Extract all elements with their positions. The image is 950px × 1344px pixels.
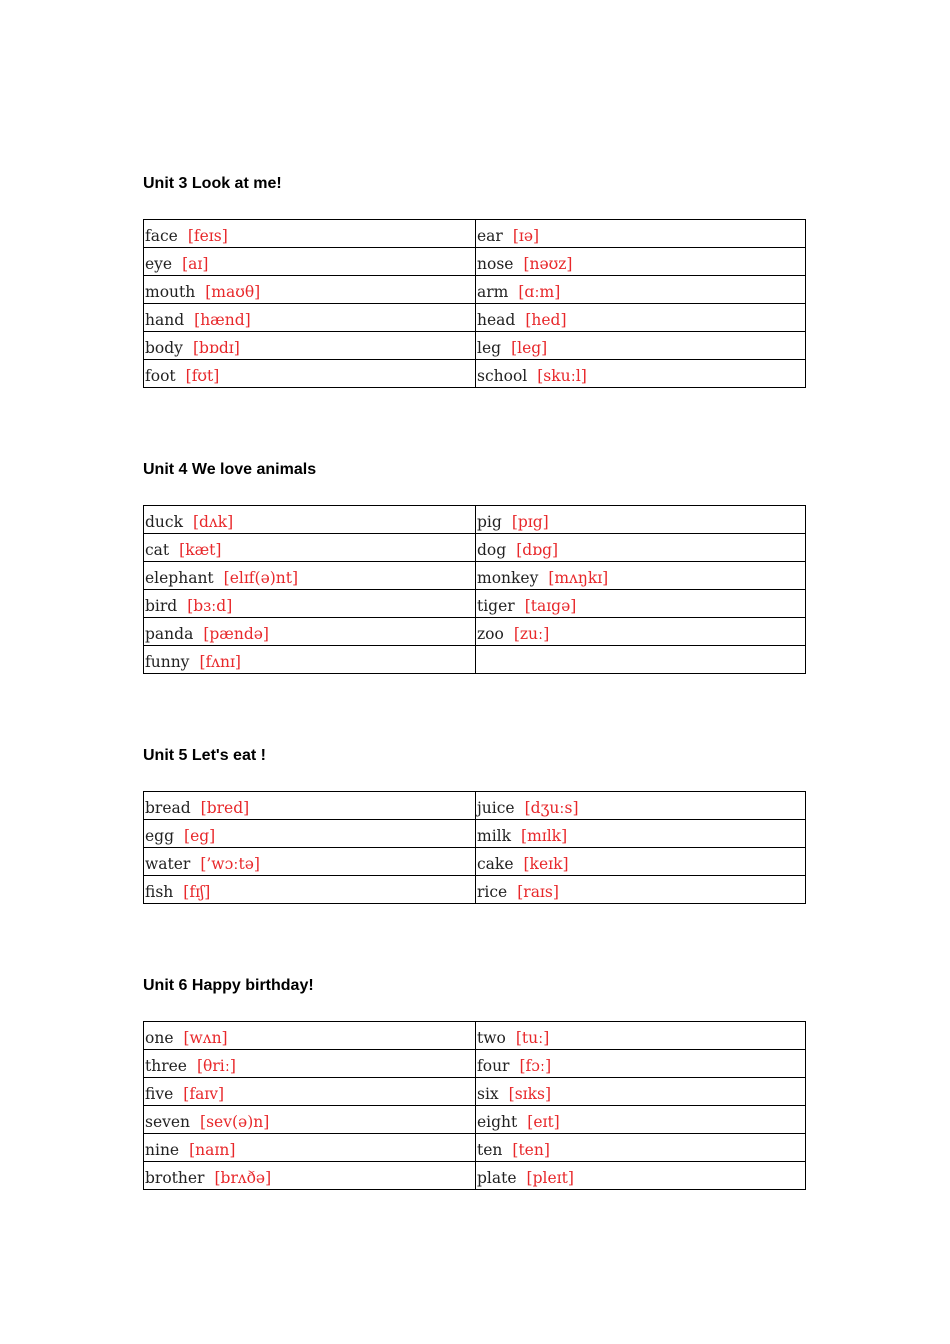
table-row — [144, 506, 806, 534]
vocab-word: eight — [477, 1113, 518, 1131]
vocab-cell — [476, 248, 806, 276]
vocab-word: leg — [477, 339, 502, 357]
vocab-table — [143, 219, 806, 388]
vocab-word: six — [477, 1085, 499, 1103]
vocab-cell — [476, 1022, 806, 1050]
vocab-cell — [144, 1162, 476, 1190]
vocab-word: panda — [145, 625, 194, 643]
vocab-word: juice — [477, 799, 515, 817]
vocab-word: fish — [145, 883, 174, 901]
vocab-cell — [476, 534, 806, 562]
table-row — [144, 1078, 806, 1106]
vocab-phonetic: [ɑːm] — [518, 283, 561, 301]
vocab-cell — [476, 590, 806, 618]
table-row — [144, 304, 806, 332]
table-row — [144, 276, 806, 304]
unit-3-section — [143, 173, 805, 388]
vocab-word: seven — [145, 1113, 191, 1131]
unit-title: Unit 3 Look at me! — [143, 175, 282, 192]
vocab-word: one — [145, 1029, 174, 1047]
vocab-phonetic: [sev(ə)n] — [200, 1113, 270, 1131]
vocab-cell — [144, 332, 476, 360]
vocab-phonetic: [fɔː] — [519, 1057, 552, 1075]
unit-4-section — [143, 459, 805, 674]
vocab-cell — [476, 220, 806, 248]
vocab-cell — [144, 876, 476, 904]
vocab-cell — [476, 876, 806, 904]
vocab-word: eye — [145, 255, 173, 273]
vocab-cell — [476, 1050, 806, 1078]
vocab-phonetic: [fʊt] — [185, 367, 220, 385]
vocab-phonetic: [zuː] — [513, 625, 550, 643]
vocab-word: monkey — [477, 569, 539, 587]
table-row — [144, 1134, 806, 1162]
vocab-phonetic: [pændə] — [203, 625, 269, 643]
vocab-phonetic: [ɪə] — [512, 227, 540, 245]
vocab-word: five — [145, 1085, 174, 1103]
vocab-table — [143, 1021, 806, 1190]
vocab-word: head — [477, 311, 516, 329]
vocab-cell — [144, 1106, 476, 1134]
vocab-phonetic: [kæt] — [179, 541, 222, 559]
vocab-word: nose — [477, 255, 514, 273]
vocab-word: mouth — [145, 283, 196, 301]
vocab-cell — [144, 562, 476, 590]
vocab-cell — [144, 618, 476, 646]
vocab-word: plate — [477, 1169, 517, 1187]
vocab-word: hand — [145, 311, 185, 329]
table-row — [144, 360, 806, 388]
vocab-word: two — [477, 1029, 506, 1047]
vocab-word: foot — [145, 367, 176, 385]
vocab-word: bread — [145, 799, 191, 817]
table-row — [144, 646, 806, 674]
vocab-word: brother — [145, 1169, 205, 1187]
vocab-cell — [476, 1134, 806, 1162]
vocab-phonetic: [hænd] — [194, 311, 251, 329]
vocab-phonetic: [keɪk] — [523, 855, 569, 873]
table-row — [144, 618, 806, 646]
vocab-phonetic: [bɒdɪ] — [192, 339, 240, 357]
vocab-phonetic: [dʌk] — [192, 513, 234, 531]
vocab-word: four — [477, 1057, 510, 1075]
vocab-word: zoo — [477, 625, 504, 643]
vocab-phonetic: [θriː] — [196, 1057, 236, 1075]
vocab-word: cat — [145, 541, 170, 559]
vocab-phonetic: [elɪf(ə)nt] — [223, 569, 299, 587]
vocab-word: pig — [477, 513, 502, 531]
vocab-word: ten — [477, 1141, 503, 1159]
table-row — [144, 248, 806, 276]
vocab-word: ear — [477, 227, 503, 245]
vocab-cell — [476, 332, 806, 360]
vocab-cell — [476, 360, 806, 388]
vocab-cell — [144, 1022, 476, 1050]
vocab-phonetic: [brʌðə] — [214, 1169, 272, 1187]
vocab-word: nine — [145, 1141, 180, 1159]
vocab-word: face — [145, 227, 178, 245]
table-row — [144, 1022, 806, 1050]
table-row — [144, 562, 806, 590]
vocab-phonetic: [feɪs] — [187, 227, 228, 245]
vocab-cell — [144, 506, 476, 534]
table-row — [144, 820, 806, 848]
table-row — [144, 590, 806, 618]
vocab-cell — [144, 1134, 476, 1162]
vocab-word: water — [145, 855, 191, 873]
vocab-cell — [476, 304, 806, 332]
vocab-cell — [476, 792, 806, 820]
vocab-table — [143, 791, 806, 904]
vocab-phonetic: [skuːl] — [537, 367, 587, 385]
vocab-phonetic: [aɪ] — [182, 255, 209, 273]
vocab-cell — [476, 820, 806, 848]
vocab-cell — [144, 590, 476, 618]
vocab-cell — [476, 562, 806, 590]
vocab-word: duck — [145, 513, 183, 531]
vocab-phonetic: [hed] — [525, 311, 567, 329]
vocab-phonetic: [wʌn] — [183, 1029, 228, 1047]
vocab-cell — [144, 360, 476, 388]
vocab-phonetic: [dɒg] — [516, 541, 559, 559]
vocab-cell — [144, 276, 476, 304]
table-row — [144, 220, 806, 248]
table-row — [144, 792, 806, 820]
vocab-table — [143, 505, 806, 674]
vocab-phonetic: [nəʊz] — [523, 255, 573, 273]
vocab-phonetic: [sɪks] — [508, 1085, 552, 1103]
unit-6-section — [143, 975, 805, 1190]
unit-title: Unit 6 Happy birthday! — [143, 977, 314, 994]
vocab-cell — [476, 506, 806, 534]
vocab-word: milk — [477, 827, 512, 845]
vocab-cell — [144, 248, 476, 276]
vocab-phonetic: [mʌŋkɪ] — [548, 569, 609, 587]
unit-title: Unit 4 We love animals — [143, 461, 317, 478]
vocab-word: arm — [477, 283, 509, 301]
vocab-phonetic: [mɪlk] — [521, 827, 568, 845]
vocab-phonetic: [leg] — [511, 339, 548, 357]
vocab-phonetic: [naɪn] — [189, 1141, 236, 1159]
vocab-word: bird — [145, 597, 178, 615]
vocab-phonetic: [dʒuːs] — [524, 799, 579, 817]
vocab-cell — [476, 1078, 806, 1106]
unit-title: Unit 5 Let's eat ! — [143, 747, 266, 764]
vocab-word: tiger — [477, 597, 515, 615]
vocab-phonetic: [faɪv] — [183, 1085, 225, 1103]
vocab-word: funny — [145, 653, 190, 671]
vocab-word: egg — [145, 827, 175, 845]
vocab-word: school — [477, 367, 528, 385]
vocab-phonetic: [ten] — [512, 1141, 550, 1159]
vocab-word: dog — [477, 541, 507, 559]
vocab-phonetic: [’wɔːtə] — [200, 855, 260, 873]
vocab-phonetic: [raɪs] — [517, 883, 559, 901]
table-row — [144, 1106, 806, 1134]
vocab-phonetic: [fɪʃ] — [183, 883, 211, 901]
vocab-phonetic: [eg] — [184, 827, 216, 845]
table-row — [144, 848, 806, 876]
vocab-phonetic: [bred] — [200, 799, 250, 817]
vocab-phonetic: [bɜːd] — [187, 597, 233, 615]
vocab-cell — [144, 1078, 476, 1106]
table-row — [144, 1050, 806, 1078]
vocab-phonetic: [tuː] — [515, 1029, 550, 1047]
vocab-cell — [476, 646, 806, 674]
vocab-cell — [476, 276, 806, 304]
vocab-cell — [144, 304, 476, 332]
vocab-cell — [476, 848, 806, 876]
vocab-word: elephant — [145, 569, 214, 587]
vocab-phonetic: [pleɪt] — [526, 1169, 574, 1187]
vocab-word: three — [145, 1057, 187, 1075]
vocab-word: body — [145, 339, 183, 357]
vocab-word: rice — [477, 883, 508, 901]
table-row — [144, 876, 806, 904]
vocab-phonetic: [pɪg] — [511, 513, 549, 531]
vocab-cell — [144, 1050, 476, 1078]
vocab-phonetic: [fʌnɪ] — [199, 653, 241, 671]
vocab-word: cake — [477, 855, 514, 873]
table-row — [144, 1162, 806, 1190]
table-row — [144, 332, 806, 360]
vocab-cell — [476, 1162, 806, 1190]
vocab-phonetic: [eɪt] — [527, 1113, 560, 1131]
vocab-cell — [476, 1106, 806, 1134]
vocab-cell — [144, 792, 476, 820]
vocab-cell — [144, 646, 476, 674]
unit-5-section — [143, 745, 805, 904]
vocab-phonetic: [taɪgə] — [524, 597, 577, 615]
vocab-phonetic: [maʊθ] — [205, 283, 261, 301]
table-row — [144, 534, 806, 562]
vocab-cell — [144, 848, 476, 876]
vocab-cell — [144, 220, 476, 248]
vocab-cell — [144, 534, 476, 562]
vocab-cell — [476, 618, 806, 646]
vocab-cell — [144, 820, 476, 848]
